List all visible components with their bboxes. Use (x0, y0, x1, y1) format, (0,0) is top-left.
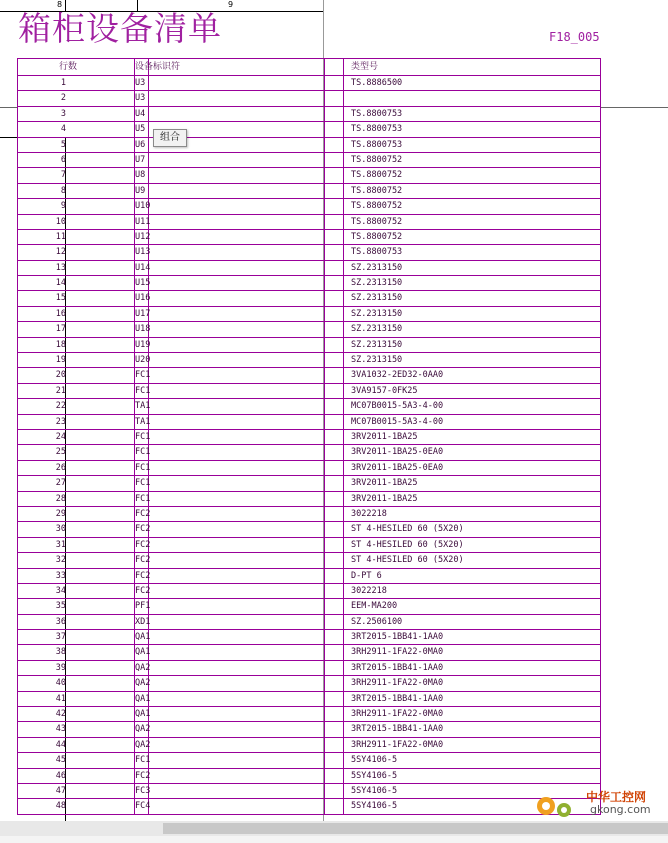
table-row[interactable] (18, 91, 600, 106)
device-id-cell: TA1 (135, 401, 151, 412)
table-row[interactable] (18, 107, 600, 122)
row-number-cell: 9 (60, 201, 66, 212)
device-id-cell: QA1 (135, 709, 151, 720)
device-id-cell: U8 (135, 170, 146, 181)
row-number-cell: 6 (60, 154, 66, 165)
row-number-cell: 34 (55, 585, 66, 596)
table-row[interactable] (18, 553, 600, 568)
table-row[interactable] (18, 538, 600, 553)
table-row[interactable] (18, 645, 600, 660)
row-number-cell: 8 (60, 185, 66, 196)
type-number-cell: D-PT 6 (351, 570, 382, 581)
table-row[interactable] (18, 784, 600, 799)
table-row[interactable] (18, 476, 600, 491)
table-row[interactable] (18, 753, 600, 768)
row-number-cell: 14 (55, 278, 66, 289)
row-number-cell: 38 (55, 647, 66, 658)
type-number-cell: 3VA1032-2ED32-0AA0 (351, 370, 444, 381)
type-number-cell: 3RH2911-1FA22-0MA0 (351, 739, 444, 750)
device-id-cell: QA2 (135, 739, 151, 750)
watermark-logo (528, 786, 668, 824)
device-id-cell: U11 (135, 216, 151, 227)
row-number-cell: 42 (55, 709, 66, 720)
type-number-cell: TS.8800753 (351, 139, 403, 150)
header-row-number: 行数 (58, 62, 77, 72)
row-number-cell: 18 (55, 339, 66, 350)
frame-line (0, 107, 17, 108)
table-row[interactable] (18, 692, 600, 707)
type-number-cell: 3RH2911-1FA22-0MA0 (351, 647, 444, 658)
device-id-cell: U14 (135, 262, 151, 273)
row-number-cell: 25 (55, 447, 66, 458)
table-row[interactable] (18, 445, 600, 460)
table-row[interactable] (18, 338, 600, 353)
row-number-cell: 20 (55, 370, 66, 381)
type-number-cell: TS.8800752 (351, 185, 403, 196)
device-id-cell: QA2 (135, 662, 151, 673)
table-row[interactable] (18, 138, 600, 153)
type-number-cell: SZ.2313150 (351, 324, 403, 335)
table-row[interactable] (18, 769, 600, 784)
table-row[interactable] (18, 153, 600, 168)
device-id-cell: FC1 (135, 385, 151, 396)
type-number-cell: 3RH2911-1FA22-0MA0 (351, 709, 444, 720)
device-id-cell: U19 (135, 339, 151, 350)
device-id-cell: FC1 (135, 755, 151, 766)
table-row[interactable] (18, 599, 600, 614)
row-number-cell: 23 (55, 416, 66, 427)
table-row[interactable] (18, 507, 600, 522)
table-row[interactable] (18, 399, 600, 414)
table-row[interactable] (18, 215, 600, 230)
row-number-cell: 41 (55, 693, 66, 704)
device-id-cell: QA1 (135, 693, 151, 704)
row-number-cell: 37 (55, 632, 66, 643)
row-number-cell: 10 (55, 216, 66, 227)
table-row[interactable] (18, 307, 600, 322)
type-number-cell: TS.8800753 (351, 108, 403, 119)
type-number-cell: 3RH2911-1FA22-0MA0 (351, 678, 444, 689)
table-row[interactable] (18, 461, 600, 476)
table-row[interactable] (18, 168, 600, 183)
device-id-cell: FC1 (135, 462, 151, 473)
document-code: F18_005 (549, 30, 600, 44)
row-number-cell: 12 (55, 247, 66, 258)
row-number-cell: 7 (60, 170, 66, 181)
table-row[interactable] (18, 661, 600, 676)
type-number-cell: SZ.2313150 (351, 308, 403, 319)
gear-icon (528, 786, 584, 824)
type-number-cell: 3RV2011-1BA25-0EA0 (351, 462, 444, 473)
ruler-label-9: 9 (228, 0, 234, 9)
device-id-cell: QA1 (135, 632, 151, 643)
type-number-cell: EEM-MA200 (351, 601, 398, 612)
table-row[interactable] (18, 291, 600, 306)
device-id-cell: U12 (135, 231, 151, 242)
table-row[interactable] (18, 738, 600, 753)
table-row[interactable] (18, 353, 600, 368)
header-device-id: 设备标识符 (135, 62, 181, 72)
device-id-cell: FC2 (135, 508, 151, 519)
device-id-cell: FC2 (135, 770, 151, 781)
device-id-cell: FC1 (135, 447, 151, 458)
type-number-cell: SZ.2313150 (351, 278, 403, 289)
device-id-cell: FC4 (135, 801, 151, 812)
device-id-cell: U10 (135, 201, 151, 212)
row-number-cell: 40 (55, 678, 66, 689)
type-number-cell: 3RT2015-1BB41-1AA0 (351, 632, 444, 643)
row-number-cell: 33 (55, 570, 66, 581)
device-id-cell: FC2 (135, 570, 151, 581)
row-number-cell: 19 (55, 355, 66, 366)
type-number-cell: SZ.2506100 (351, 616, 403, 627)
row-number-cell: 2 (60, 93, 66, 104)
type-number-cell: 3RV2011-1BA25 (351, 493, 418, 504)
device-id-cell: FC3 (135, 785, 151, 796)
table-row[interactable] (18, 276, 600, 291)
type-number-cell: SZ.2313150 (351, 293, 403, 304)
scrollbar-thumb[interactable] (163, 823, 668, 834)
device-id-cell: QA2 (135, 724, 151, 735)
device-id-cell: FC1 (135, 431, 151, 442)
type-number-cell: SZ.2313150 (351, 339, 403, 350)
device-id-cell: U18 (135, 324, 151, 335)
type-number-cell: 3RV2011-1BA25 (351, 431, 418, 442)
ruler-label-8: 8 (57, 0, 63, 9)
row-number-cell: 11 (55, 231, 66, 242)
device-id-cell: XD1 (135, 616, 151, 627)
table-row[interactable] (18, 415, 600, 430)
row-number-cell: 29 (55, 508, 66, 519)
row-number-cell: 22 (55, 401, 66, 412)
table-row[interactable] (18, 261, 600, 276)
table-row[interactable] (18, 368, 600, 383)
device-id-cell: FC1 (135, 493, 151, 504)
type-number-cell: TS.8800752 (351, 231, 403, 242)
row-number-cell: 45 (55, 755, 66, 766)
type-number-cell: TS.8800752 (351, 201, 403, 212)
type-number-cell: 3RT2015-1BB41-1AA0 (351, 724, 444, 735)
horizontal-scrollbar[interactable] (0, 821, 668, 836)
row-number-cell: 35 (55, 601, 66, 612)
row-number-cell: 26 (55, 462, 66, 473)
device-id-cell: U13 (135, 247, 151, 258)
device-id-cell: FC2 (135, 585, 151, 596)
table-row[interactable] (18, 722, 600, 737)
row-number-cell: 39 (55, 662, 66, 673)
row-number-cell: 32 (55, 555, 66, 566)
type-number-cell: 3022218 (351, 508, 387, 519)
type-number-cell: 3RT2015-1BB41-1AA0 (351, 693, 444, 704)
table-row[interactable] (18, 630, 600, 645)
device-id-cell: U5 (135, 124, 146, 135)
type-number-cell: MC07B0015-5A3-4-00 (351, 416, 444, 427)
table-row[interactable] (18, 584, 600, 599)
row-number-cell: 5 (60, 139, 66, 150)
type-number-cell: 3RV2011-1BA25 (351, 478, 418, 489)
device-id-cell: U9 (135, 185, 146, 196)
row-number-cell: 1 (60, 78, 66, 88)
table-row[interactable] (18, 799, 600, 814)
type-number-cell: 5SY4106-5 (351, 755, 398, 766)
table-row[interactable] (18, 199, 600, 214)
device-id-cell: U3 (135, 78, 146, 88)
device-id-cell: U20 (135, 355, 151, 366)
document-title: 箱柜设备清单 (18, 9, 222, 48)
row-number-cell: 13 (55, 262, 66, 273)
type-number-cell: 3VA9157-0FK25 (351, 385, 418, 396)
row-number-cell: 46 (55, 770, 66, 781)
table-row[interactable] (18, 492, 600, 507)
device-id-cell: FC1 (135, 478, 151, 489)
watermark-url: gkong.com (590, 803, 651, 816)
table-row[interactable] (18, 322, 600, 337)
device-id-cell: PF1 (135, 601, 151, 612)
table-header-row (18, 59, 600, 76)
device-id-cell: FC1 (135, 370, 151, 381)
device-id-cell: FC2 (135, 539, 151, 550)
watermark-text: 中华工控网 (586, 790, 647, 804)
type-number-cell: TS.8800753 (351, 124, 403, 135)
type-number-cell: TS.8800752 (351, 170, 403, 181)
status-strip (0, 836, 668, 843)
row-number-cell: 4 (60, 124, 66, 135)
row-number-cell: 48 (55, 801, 66, 812)
type-number-cell: 3RV2011-1BA25-0EA0 (351, 447, 444, 458)
device-id-cell: U16 (135, 293, 151, 304)
group-tooltip: 组合 (153, 129, 187, 147)
type-number-cell: ST 4-HESILED 60 (5X20) (351, 555, 464, 566)
device-id-cell: TA1 (135, 416, 151, 427)
row-number-cell: 16 (55, 308, 66, 319)
type-number-cell: 5SY4106-5 (351, 770, 398, 781)
type-number-cell: TS.8886500 (351, 78, 403, 88)
table-row[interactable] (18, 122, 600, 137)
table-row[interactable] (18, 615, 600, 630)
header-type-number: 类型号 (351, 62, 379, 72)
table-row[interactable] (18, 676, 600, 691)
device-id-cell: U15 (135, 278, 151, 289)
table-row[interactable] (18, 569, 600, 584)
table-row[interactable] (18, 707, 600, 722)
device-id-cell: FC2 (135, 524, 151, 535)
type-number-cell: 3022218 (351, 585, 387, 596)
row-number-cell: 21 (55, 385, 66, 396)
type-number-cell: ST 4-HESILED 60 (5X20) (351, 524, 464, 535)
device-id-cell: QA2 (135, 678, 151, 689)
table-row[interactable] (18, 184, 600, 199)
type-number-cell: ST 4-HESILED 60 (5X20) (351, 539, 464, 550)
device-id-cell: QA1 (135, 647, 151, 658)
device-id-cell: U6 (135, 139, 146, 150)
row-number-cell: 30 (55, 524, 66, 535)
type-number-cell: TS.8800752 (351, 154, 403, 165)
equipment-table[interactable] (17, 58, 601, 815)
table-row[interactable] (18, 522, 600, 537)
type-number-cell: MC07B0015-5A3-4-00 (351, 401, 444, 412)
row-number-cell: 24 (55, 431, 66, 442)
type-number-cell: 5SY4106-5 (351, 801, 398, 812)
device-id-cell: U3 (135, 93, 146, 104)
table-row[interactable] (18, 76, 600, 91)
row-number-cell: 31 (55, 539, 66, 550)
table-row[interactable] (18, 245, 600, 260)
row-number-cell: 17 (55, 324, 66, 335)
row-number-cell: 47 (55, 785, 66, 796)
type-number-cell: 5SY4106-5 (351, 785, 398, 796)
type-number-cell: SZ.2313150 (351, 355, 403, 366)
frame-line (601, 107, 668, 108)
row-number-cell: 15 (55, 293, 66, 304)
row-number-cell: 43 (55, 724, 66, 735)
device-id-cell: U7 (135, 154, 146, 165)
type-number-cell: 3RT2015-1BB41-1AA0 (351, 662, 444, 673)
row-number-cell: 3 (60, 108, 66, 119)
device-id-cell: FC2 (135, 555, 151, 566)
device-id-cell: U4 (135, 108, 146, 119)
type-number-cell: TS.8800753 (351, 247, 403, 258)
row-number-cell: 36 (55, 616, 66, 627)
type-number-cell: SZ.2313150 (351, 262, 403, 273)
row-number-cell: 28 (55, 493, 66, 504)
row-number-cell: 27 (55, 478, 66, 489)
type-number-cell: TS.8800752 (351, 216, 403, 227)
device-id-cell: U17 (135, 308, 151, 319)
table-row[interactable] (18, 230, 600, 245)
row-number-cell: 44 (55, 739, 66, 750)
table-row[interactable] (18, 430, 600, 445)
table-row[interactable] (18, 384, 600, 399)
